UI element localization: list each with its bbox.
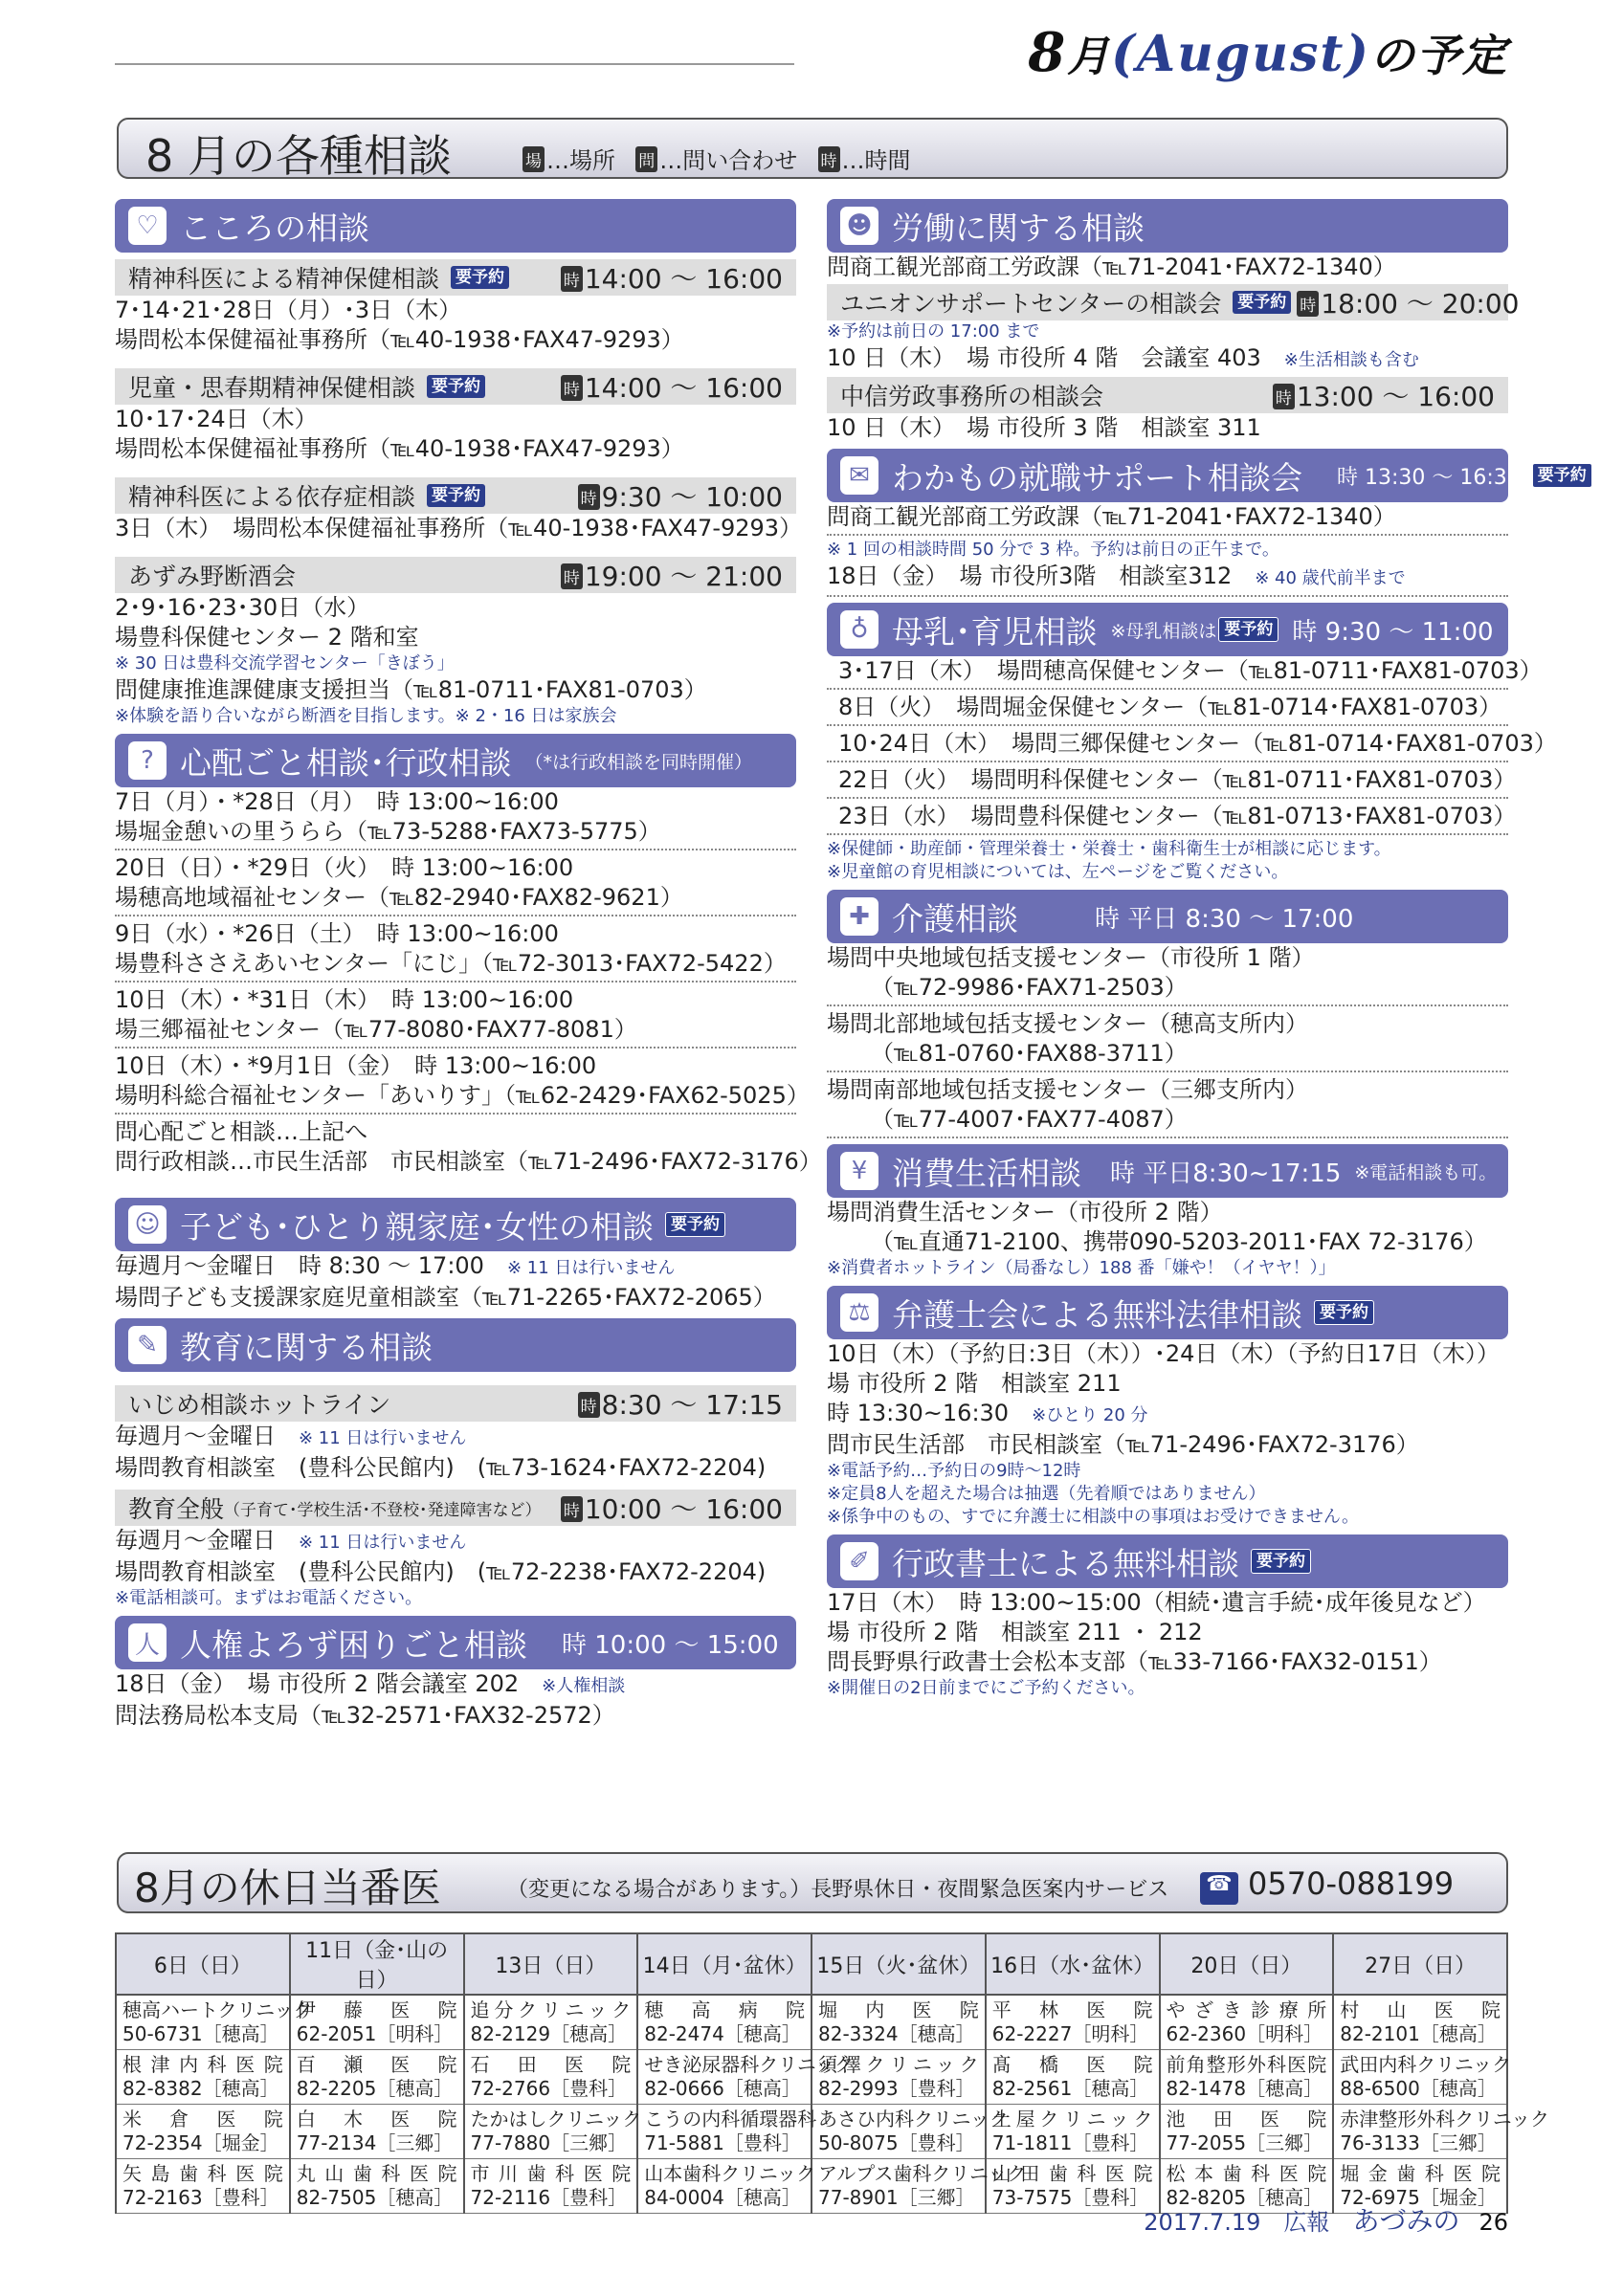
text-line: 問行政相談…市民生活部 市民相談室（℡71-2496･FAX72-3176） bbox=[115, 1148, 822, 1175]
shinpai-list bbox=[115, 787, 810, 1115]
section-kyoiku: ✎ 教育に関する相談 bbox=[115, 1318, 796, 1372]
text-line: 問長野県行政書士会松本支部（℡33-7166･FAX32-0151） bbox=[827, 1648, 1442, 1675]
clinic-tel: 82-2561［穂高］ bbox=[991, 2077, 1149, 2100]
shinpai-place: 場三郷福祉センター（℡77-8080･FAX77-8081） bbox=[115, 1016, 637, 1043]
section-gyosei: ✐ 行政書士による無料相談 要予約 bbox=[827, 1534, 1508, 1588]
boshi-row: 8日（火） 場問堀金保健センター（℡81-0714･FAX81-0703） bbox=[827, 693, 1508, 726]
question-icon: ? bbox=[128, 741, 167, 780]
note: ※保健師・助産師・管理栄養士・栄養士・歯科衛生士が相談に応じます。 bbox=[827, 839, 1391, 859]
wallet-icon: ¥ bbox=[840, 1152, 878, 1190]
text-line: 10 日（木） 場 市役所 3 階 相談室 311 bbox=[827, 414, 1261, 441]
clinic-name: 白木医院 bbox=[296, 2108, 457, 2130]
clinic-tel: 76-3133［三郷］ bbox=[1340, 2131, 1497, 2154]
clinic-name: 池田医院 bbox=[1166, 2108, 1327, 2130]
section-kaigo: ✚ 介護相談 時 平日 8:30 ～ 17:00 bbox=[827, 890, 1508, 943]
text-line: 18日（金） 場 市役所 2 階会議室 202 ※人権相談 bbox=[115, 1670, 626, 1697]
clinic-name: たかはしクリニック bbox=[470, 2108, 642, 2130]
holiday-date-header: 13日（日） bbox=[464, 1933, 638, 1995]
clinic-tel: 82-2101［穂高］ bbox=[1340, 2022, 1497, 2045]
note: ※定員8人を超えた場合は抽選（先着順ではありません） bbox=[827, 1484, 1266, 1504]
clinic-tel: 82-2474［穂高］ bbox=[644, 2022, 801, 2045]
text-line: 10 日（木） 場 市役所 4 階 会議室 403 ※生活相談も含む bbox=[827, 344, 1419, 371]
shinpai-row bbox=[115, 853, 796, 916]
text-line: 10日（木）（予約日:3日（木））･24日（木）（予約日17日（木）） bbox=[827, 1340, 1500, 1367]
clinic-tel: 82-2205［穂高］ bbox=[296, 2077, 454, 2100]
boshi-row: 3･17日（木） 場問穂高保健センター（℡81-0711･FAX81-0703） bbox=[827, 656, 1508, 690]
clinic-tel: 71-1811［豊科］ bbox=[991, 2131, 1149, 2154]
clinic-tel: 50-8075［豊科］ bbox=[818, 2131, 975, 2154]
worker-icon: ☻ bbox=[840, 207, 878, 245]
holiday-cell bbox=[116, 2105, 290, 2159]
clinic-name: 丸山歯科医院 bbox=[296, 2162, 457, 2185]
clinic-name: 穂高ハートクリニック bbox=[122, 1998, 313, 2021]
sub-chushin: 中信労政事務所の相談会 時 13:00 ～ 16:00 bbox=[827, 377, 1508, 413]
text-line: 問法務局松本支局（℡32-2571･FAX32-2572） bbox=[115, 1702, 615, 1729]
kaigo-center: 場問北部地域包括支援センター（穂高支所内） bbox=[827, 1010, 1309, 1037]
text-line: 問商工観光部商工労政課（℡71-2041･FAX72-1340） bbox=[827, 254, 1396, 280]
holiday-cell bbox=[464, 1995, 638, 2050]
text-line: 問心配ごと相談…上記へ bbox=[115, 1118, 367, 1145]
clinic-tel: 82-7505［穂高］ bbox=[296, 2186, 454, 2209]
clinic-tel: 82-8382［穂高］ bbox=[122, 2077, 279, 2100]
note: ※ 30 日は豊科交流学習センター「きぼう」 bbox=[115, 653, 455, 673]
clinic-name: 米倉医院 bbox=[122, 2108, 283, 2130]
holiday-cell bbox=[986, 2159, 1160, 2214]
note: ※体験を語り合いながら断酒を目指します。※ 2・16 日は家族会 bbox=[115, 706, 617, 726]
holiday-cell bbox=[637, 1995, 812, 2050]
clinic-tel: 62-2227［明科］ bbox=[991, 2022, 1149, 2045]
shinpai-place: 場豊科ささえあいセンター「にじ」（℡72-3013･FAX72-5422） bbox=[115, 950, 787, 977]
clinic-name: 山本歯科クリニック bbox=[644, 2162, 816, 2185]
clinic-tel: 82-3324［穂高］ bbox=[818, 2022, 975, 2045]
text-line: 毎週月～金曜日 ※ 11 日は行いません bbox=[115, 1527, 467, 1554]
note: ※予約は前日の 17:00 まで bbox=[827, 321, 1040, 342]
shinpai-place: 場穂高地域福祉センター（℡82-2940･FAX82-9621） bbox=[115, 884, 683, 911]
shinpai-date: 7日（月）・*28日（月） 時 13:00~16:00 bbox=[115, 788, 559, 815]
note: ※開催日の2日前までにご予約ください。 bbox=[827, 1678, 1145, 1698]
clinic-name: 山田歯科医院 bbox=[991, 2162, 1153, 2185]
clinic-tel: 77-7880［三郷］ bbox=[470, 2131, 628, 2154]
clinic-name: 矢島歯科医院 bbox=[122, 2162, 283, 2185]
holiday-date-header: 16日（水･盆休） bbox=[986, 1933, 1160, 1995]
kaigo-contact: （℡81-0760･FAX88-3711） bbox=[871, 1040, 1188, 1067]
kaigo-center: 場問南部地域包括支援センター（三郷支所内） bbox=[827, 1076, 1309, 1103]
note: ※係争中のもの、すでに弁護士に相談中の事項はお受けできません。 bbox=[827, 1507, 1359, 1527]
holiday-header bbox=[117, 1852, 1508, 1913]
shinpai-row bbox=[115, 1051, 810, 1115]
legend: 場 …場所 問 …問い合わせ 時 …時間 bbox=[517, 142, 911, 175]
job-icon: ✉ bbox=[840, 456, 878, 495]
clinic-name: 平林医院 bbox=[991, 1998, 1153, 2021]
text-line: 毎週月～金曜日 ※ 11 日は行いません bbox=[115, 1423, 467, 1449]
text-line: 場問教育相談室 (豊科公民館内) (℡73-1624･FAX72-2204) bbox=[115, 1454, 767, 1481]
clinic-name: 松本歯科医院 bbox=[1166, 2162, 1327, 2185]
holiday-table bbox=[115, 1932, 1550, 2214]
holiday-date-header: 15日（火･盆休） bbox=[812, 1933, 986, 1995]
consult-header bbox=[117, 118, 1508, 182]
clinic-tel: 62-2360［明科］ bbox=[1166, 2022, 1323, 2045]
clinic-tel: 50-6731［穂高］ bbox=[122, 2022, 279, 2045]
kaigo-row bbox=[827, 943, 1508, 1006]
clinic-name: 追分クリニック bbox=[470, 1998, 632, 2021]
text-line: 毎週月～金曜日 時 8:30 ～ 17:00 ※ 11 日は行いません bbox=[115, 1252, 676, 1279]
kaigo-center: 場問中央地域包括支援センター（市役所 1 階） bbox=[827, 944, 1315, 971]
sub-union: ユニオンサポートセンターの相談会 要予約 時 18:00 ～ 20:00 bbox=[827, 284, 1508, 320]
clinic-name: 百瀬医院 bbox=[296, 2053, 457, 2076]
phone-icon: ☎ bbox=[1200, 1872, 1238, 1905]
care-icon: ✚ bbox=[840, 897, 878, 936]
clinic-name: 赤津整形外科クリニック bbox=[1340, 2108, 1550, 2130]
clinic-name: 村山医院 bbox=[1340, 1998, 1501, 2021]
boshi-list bbox=[827, 656, 1557, 835]
clinic-tel: 82-2993［豊科］ bbox=[818, 2077, 975, 2100]
holiday-cell bbox=[1160, 2050, 1334, 2105]
left-column bbox=[115, 193, 822, 1731]
text-line: 場問教育相談室 (豊科公民館内) (℡72-2238･FAX72-2204) bbox=[115, 1558, 767, 1585]
holiday-date-header: 20日（日） bbox=[1160, 1933, 1334, 1995]
shinpai-date: 9日（水）・*26日（土） 時 13:00~16:00 bbox=[115, 920, 559, 947]
clinic-name: 石田医院 bbox=[470, 2053, 632, 2076]
section-shinpai: ? 心配ごと相談･行政相談 （*は行政相談を同時開催） bbox=[115, 734, 796, 787]
holiday-cell bbox=[986, 1995, 1160, 2050]
shinpai-row bbox=[115, 787, 796, 850]
right-column bbox=[827, 193, 1587, 1700]
rights-icon: 人 bbox=[128, 1623, 167, 1662]
text-line: 問商工観光部商工労政課（℡71-2041･FAX72-1340） bbox=[827, 502, 1508, 536]
consult-title: 8 月の各種相談 bbox=[145, 130, 452, 182]
clinic-tel: 84-0004［穂高］ bbox=[644, 2186, 801, 2209]
lawyer-icon: ⚖ bbox=[840, 1293, 878, 1332]
text-line: 10･17･24日（木） bbox=[115, 406, 318, 432]
holiday-cell bbox=[290, 1995, 464, 2050]
holiday-cell bbox=[1333, 1995, 1507, 2050]
section-wakamono: ✉ わかもの就職サポート相談会 時 13:30 ～ 16:30 要予約 bbox=[827, 449, 1508, 502]
shinpai-row bbox=[115, 919, 796, 982]
clinic-name: せき泌尿器科クリニック bbox=[644, 2053, 855, 2076]
clinic-name: やざき診療所 bbox=[1166, 1998, 1327, 2021]
shinpai-row bbox=[115, 985, 796, 1049]
text-line: 場 市役所 2 階 相談室 211 bbox=[827, 1370, 1122, 1397]
clinic-name: 須澤クリニック bbox=[818, 2053, 979, 2076]
text-line: 場問消費生活センター（市役所 2 階） bbox=[827, 1199, 1223, 1225]
heart-icon: ♡ bbox=[128, 207, 167, 245]
clinic-name: 根津内科医院 bbox=[122, 2053, 283, 2076]
text-line: 3日（木） 場問松本保健福祉事務所（℡40-1938･FAX47-9293） bbox=[115, 515, 803, 541]
holiday-title: 8月の休日当番医 bbox=[134, 1865, 441, 1911]
holiday-cell bbox=[290, 2159, 464, 2214]
holiday-cell bbox=[812, 2105, 1009, 2159]
clinic-name: 前角整形外科医院 bbox=[1166, 2053, 1327, 2076]
pencil-icon: ✎ bbox=[128, 1326, 167, 1364]
clinic-tel: 82-8205［穂高］ bbox=[1166, 2186, 1323, 2209]
holiday-phone: ☎ 0570-088199 bbox=[1200, 1866, 1454, 1905]
clinic-name: 伊藤医院 bbox=[296, 1998, 457, 2021]
holiday-note: （変更になる場合があります。）長野県休日・夜間緊急医案内サービス bbox=[507, 1878, 1169, 1902]
clinic-tel: 82-0666［穂高］ bbox=[644, 2077, 801, 2100]
holiday-cell bbox=[637, 2105, 817, 2159]
holiday-cell bbox=[1333, 2050, 1512, 2105]
clinic-tel: 72-6975［堀金］ bbox=[1340, 2186, 1497, 2209]
text-line: 時 13:30~16:30 ※ひとり 20 分 bbox=[827, 1400, 1148, 1426]
clinic-tel: 82-1478［穂高］ bbox=[1166, 2077, 1323, 2100]
sub-kyoiku-zenpan: 教育全般 （子育て･学校生活･不登校･発達障害など） 時 10:00 ～ 16:00 bbox=[115, 1490, 796, 1526]
holiday-cell bbox=[464, 2050, 638, 2105]
clinic-tel: 77-2134［三郷］ bbox=[296, 2131, 454, 2154]
holiday-row bbox=[116, 1995, 1507, 2050]
clinic-name: 髙橋医院 bbox=[991, 2053, 1153, 2076]
clinic-name: こうの内科循環器科 bbox=[644, 2108, 817, 2130]
holiday-cell bbox=[1160, 2105, 1334, 2159]
holiday-date-header: 27日（日） bbox=[1333, 1933, 1507, 1995]
text-line: 7･14･21･28日（月）･3日（木） bbox=[115, 297, 462, 323]
holiday-cell bbox=[116, 2159, 290, 2214]
holiday-cell bbox=[290, 2105, 464, 2159]
clinic-tel: 72-2163［豊科］ bbox=[122, 2186, 279, 2209]
holiday-date-header: 6日（日） bbox=[116, 1933, 290, 1995]
text-line: 場問松本保健福祉事務所（℡40-1938･FAX47-9293） bbox=[115, 435, 684, 462]
note: ※電話予約…予約日の9時～12時 bbox=[827, 1461, 1081, 1481]
clinic-name: 穂高病院 bbox=[644, 1998, 805, 2021]
text-line: 18日（金） 場 市役所3階 相談室312 ※ 40 歳代前半まで bbox=[827, 562, 1508, 597]
holiday-cell bbox=[812, 2159, 1027, 2214]
section-rodo: ☻ 労働に関する相談 bbox=[827, 199, 1508, 253]
clinic-name: 土屋クリニック bbox=[991, 2108, 1153, 2130]
clinic-tel: 77-8901［三郷］ bbox=[818, 2186, 975, 2209]
holiday-date-header: 11日（金･山の日） bbox=[290, 1933, 464, 1995]
text-line: 17日（木） 時 13:00~15:00（相続･遺言手続･成年後見など） bbox=[827, 1589, 1486, 1616]
note: ※児童館の育児相談については、左ページをご覧ください。 bbox=[827, 862, 1289, 882]
holiday-date-header: 14日（月･盆休） bbox=[637, 1933, 812, 1995]
clinic-name: 武田内科クリニック bbox=[1340, 2053, 1512, 2076]
boshi-row: 23日（水） 場問豊科保健センター（℡81-0713･FAX81-0703） bbox=[827, 802, 1508, 835]
bottle-icon: ♁ bbox=[840, 610, 878, 649]
section-boshi: ♁ 母乳･育児相談 ※母乳相談は 要予約 時 9:30 ～ 11:00 bbox=[827, 603, 1508, 656]
section-bengoshi: ⚖ 弁護士会による無料法律相談 要予約 bbox=[827, 1286, 1508, 1339]
shinpai-date: 10日（木）・*9月1日（金） 時 13:00~16:00 bbox=[115, 1052, 597, 1079]
boshi-row: 22日（火） 場問明科保健センター（℡81-0711･FAX81-0703） bbox=[827, 765, 1508, 799]
text-line: 場問松本保健福祉事務所（℡40-1938･FAX47-9293） bbox=[115, 326, 684, 353]
sub-danshu: あずみ野断酒会 時 19:00 ～ 21:00 bbox=[115, 557, 796, 593]
text-line: 問健康推進課健康支援担当（℡81-0711･FAX81-0703） bbox=[115, 676, 707, 703]
clinic-name: アルプス歯科クリニック bbox=[818, 2162, 1027, 2185]
section-kokoro: ♡ こころの相談 bbox=[115, 199, 796, 253]
section-kodomo: ☺ 子ども･ひとり親家庭･女性の相談 要予約 bbox=[115, 1198, 796, 1251]
sub-izonsho: 精神科医による依存症相談 要予約 時 9:30 ～ 10:00 bbox=[115, 477, 796, 514]
section-jinken: 人 人権よろず困りごと相談 時 10:00 ～ 15:00 bbox=[115, 1616, 796, 1669]
text-line: （℡直通71-2100、携帯090-5203-2011･FAX 72-3176） bbox=[871, 1228, 1487, 1255]
text-line: 場 市役所 2 階 相談室 211 ・ 212 bbox=[827, 1619, 1203, 1645]
header-rule bbox=[115, 63, 794, 65]
text-line: 問市民生活部 市民相談室（℡71-2496･FAX72-3176） bbox=[827, 1431, 1419, 1458]
section-shohi: ¥ 消費生活相談 時 平日8:30~17:15 ※電話相談も可。 bbox=[827, 1144, 1508, 1198]
sub-jido: 児童・思春期精神保健相談 要予約 時 14:00 ～ 16:00 bbox=[115, 368, 796, 405]
kaigo-row bbox=[827, 1075, 1508, 1138]
holiday-cell bbox=[986, 2050, 1160, 2105]
holiday-cell bbox=[464, 2105, 642, 2159]
note: ※ 1 回の相談時間 50 分で 3 枠。予約は前日の正午まで。 bbox=[827, 540, 1279, 560]
kaigo-row bbox=[827, 1009, 1508, 1072]
clinic-name: 市川歯科医院 bbox=[470, 2162, 632, 2185]
sub-ijime: いじめ相談ホットライン 時 8:30 ～ 17:15 bbox=[115, 1385, 796, 1422]
holiday-cell bbox=[637, 2050, 855, 2105]
note: ※消費者ホットライン（局番なし）188 番「嫌や！（イヤヤ！）」 bbox=[827, 1258, 1336, 1278]
holiday-cell bbox=[637, 2159, 816, 2214]
kaigo-list bbox=[827, 943, 1508, 1138]
kaigo-contact: （℡77-4007･FAX77-4087） bbox=[871, 1106, 1188, 1133]
holiday-cell bbox=[1160, 1995, 1334, 2050]
boshi-row: 10･24日（木） 場問三郷保健センター（℡81-0714･FAX81-0703） bbox=[827, 729, 1508, 762]
text-line: 場問子ども支援課家庭児童相談室（℡71-2265･FAX72-2065） bbox=[115, 1284, 776, 1311]
holiday-cell bbox=[812, 1995, 986, 2050]
clinic-name: あさひ内科クリニック bbox=[818, 2108, 1009, 2130]
note: ※電話相談可。まずはお電話ください。 bbox=[115, 1588, 423, 1608]
holiday-cell bbox=[1333, 2105, 1550, 2159]
footer: 2017.7.19 広報 あづみの 26 bbox=[1144, 2205, 1508, 2237]
shinpai-date: 20日（日）・*29日（火） 時 13:00~16:00 bbox=[115, 854, 574, 881]
shinpai-place: 場堀金憩いの里うらら（℡73-5288･FAX73-5775） bbox=[115, 818, 661, 845]
clinic-tel: 88-6500［穂高］ bbox=[1340, 2077, 1497, 2100]
sub-seishin: 精神科医による精神保健相談 要予約 時 14:00 ～ 16:00 bbox=[115, 259, 796, 296]
pen-icon: ✐ bbox=[840, 1542, 878, 1580]
clinic-tel: 73-7575［豊科］ bbox=[991, 2186, 1149, 2209]
clinic-tel: 71-5881［豊科］ bbox=[644, 2131, 801, 2154]
clinic-tel: 82-2129［穂高］ bbox=[470, 2022, 628, 2045]
clinic-tel: 72-2116［豊科］ bbox=[470, 2186, 628, 2209]
holiday-cell bbox=[812, 2050, 986, 2105]
clinic-name: 堀内医院 bbox=[818, 1998, 979, 2021]
family-icon: ☺ bbox=[128, 1205, 167, 1244]
clinic-tel: 72-2354［堀金］ bbox=[122, 2131, 279, 2154]
holiday-row bbox=[116, 2050, 1507, 2105]
kaigo-contact: （℡72-9986･FAX71-2503） bbox=[871, 974, 1188, 1001]
clinic-tel: 72-2766［豊科］ bbox=[470, 2077, 628, 2100]
text-line: 2･9･16･23･30日（水） bbox=[115, 594, 370, 621]
holiday-cell bbox=[986, 2105, 1160, 2159]
shinpai-date: 10日（木）・*31日（木） 時 13:00~16:00 bbox=[115, 986, 574, 1013]
page-title: 8月(August)の予定 bbox=[1028, 21, 1508, 84]
holiday-cell bbox=[116, 2050, 290, 2105]
shinpai-place: 場明科総合福祉センター「あいりす」（℡62-2429･FAX62-5025） bbox=[115, 1082, 810, 1109]
holiday-cell bbox=[290, 2050, 464, 2105]
clinic-name: 堀金歯科医院 bbox=[1340, 2162, 1501, 2185]
holiday-cell bbox=[464, 2159, 638, 2214]
holiday-row bbox=[116, 2105, 1507, 2159]
clinic-tel: 77-2055［三郷］ bbox=[1166, 2131, 1323, 2154]
holiday-cell bbox=[116, 1995, 313, 2050]
text-line: 場豊科保健センター 2 階和室 bbox=[115, 624, 419, 651]
clinic-tel: 62-2051［明科］ bbox=[296, 2022, 454, 2045]
